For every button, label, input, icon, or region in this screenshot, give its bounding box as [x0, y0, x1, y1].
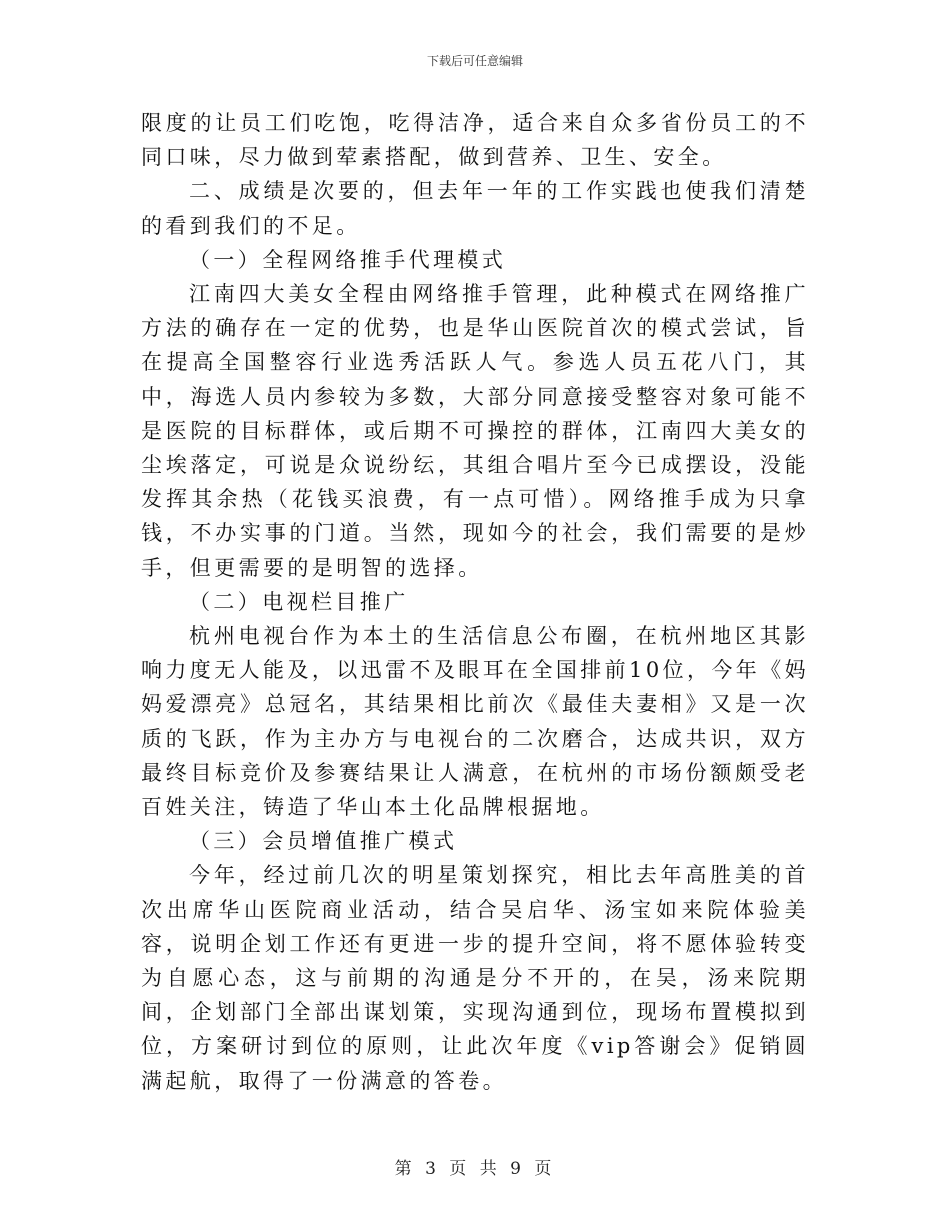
paragraph-section-two: 二、成绩是次要的，但去年一年的工作实践也使我们清楚的看到我们的不足。: [141, 179, 809, 238]
paragraph-continued: 限度的让员工们吃饱，吃得洁净，适合来自众多省份员工的不同口味，尽力做到荤素搭配，做到营养、卫生、安全。: [141, 111, 809, 170]
subheading-network-promoter: （一）全程网络推手代理模式: [189, 247, 507, 272]
subheading-member-value: （三）会员增值推广模式: [189, 829, 458, 854]
document-body: [141, 106, 809, 1098]
page-footer: 第 3 页 共 9 页: [394, 1159, 556, 1179]
page-header: 下载后可任意编辑: [426, 54, 523, 68]
paragraph-member-value: 今年，经过前几次的明星策划探究，相比去年高胜美的首次出席华山医院商业活动，结合吴启华、汤宝如来院体验美容，说明企划工作还有更进一步的提升空间，将不愿体验转变为自愿心态，这与前期的沟通是分不开的，在吴，汤来院期间，企划部门全部出谋划策，实现沟通到位，现场布置模拟到位，方案研讨到位的原则，让此次年度《vip答谢会》促销圆满起航，取得了一份满意的答卷。: [141, 863, 809, 1093]
subheading-tv-program: （二）电视栏目推广: [189, 589, 409, 614]
paragraph-tv-program: 杭州电视台作为本土的生活信息公布圈，在杭州地区其影响力度无人能及，以迅雷不及眼耳在全国排前10位，今年《妈妈爱漂亮》总冠名，其结果相比前次《最佳夫妻相》又是一次质的飞跃，作为主办方与电视台的二次磨合，达成共识，双方最终目标竞价及参赛结果让人满意，在杭州的市场份额颇受老百姓关注，铸造了华山本土化品牌根据地。: [141, 624, 809, 820]
paragraph-network-promoter: 江南四大美女全程由网络推手管理，此种模式在网络推广方法的确存在一定的优势，也是华山医院首次的模式尝试，旨在提高全国整容行业选秀活跃人气。参选人员五花八门，其中，海选人员内参较为多数，大部分同意接受整容对象可能不是医院的目标群体，或后期不可操控的群体，江南四大美女的尘埃落定，可说是众说纷纭，其组合唱片至今已成摆设，没能发挥其余热（花钱买浪费，有一点可惜）。网络推手成为只拿钱，不办实事的门道。当然，现如今的社会，我们需要的是炒手，但更需要的是明智的选择。: [141, 282, 809, 580]
